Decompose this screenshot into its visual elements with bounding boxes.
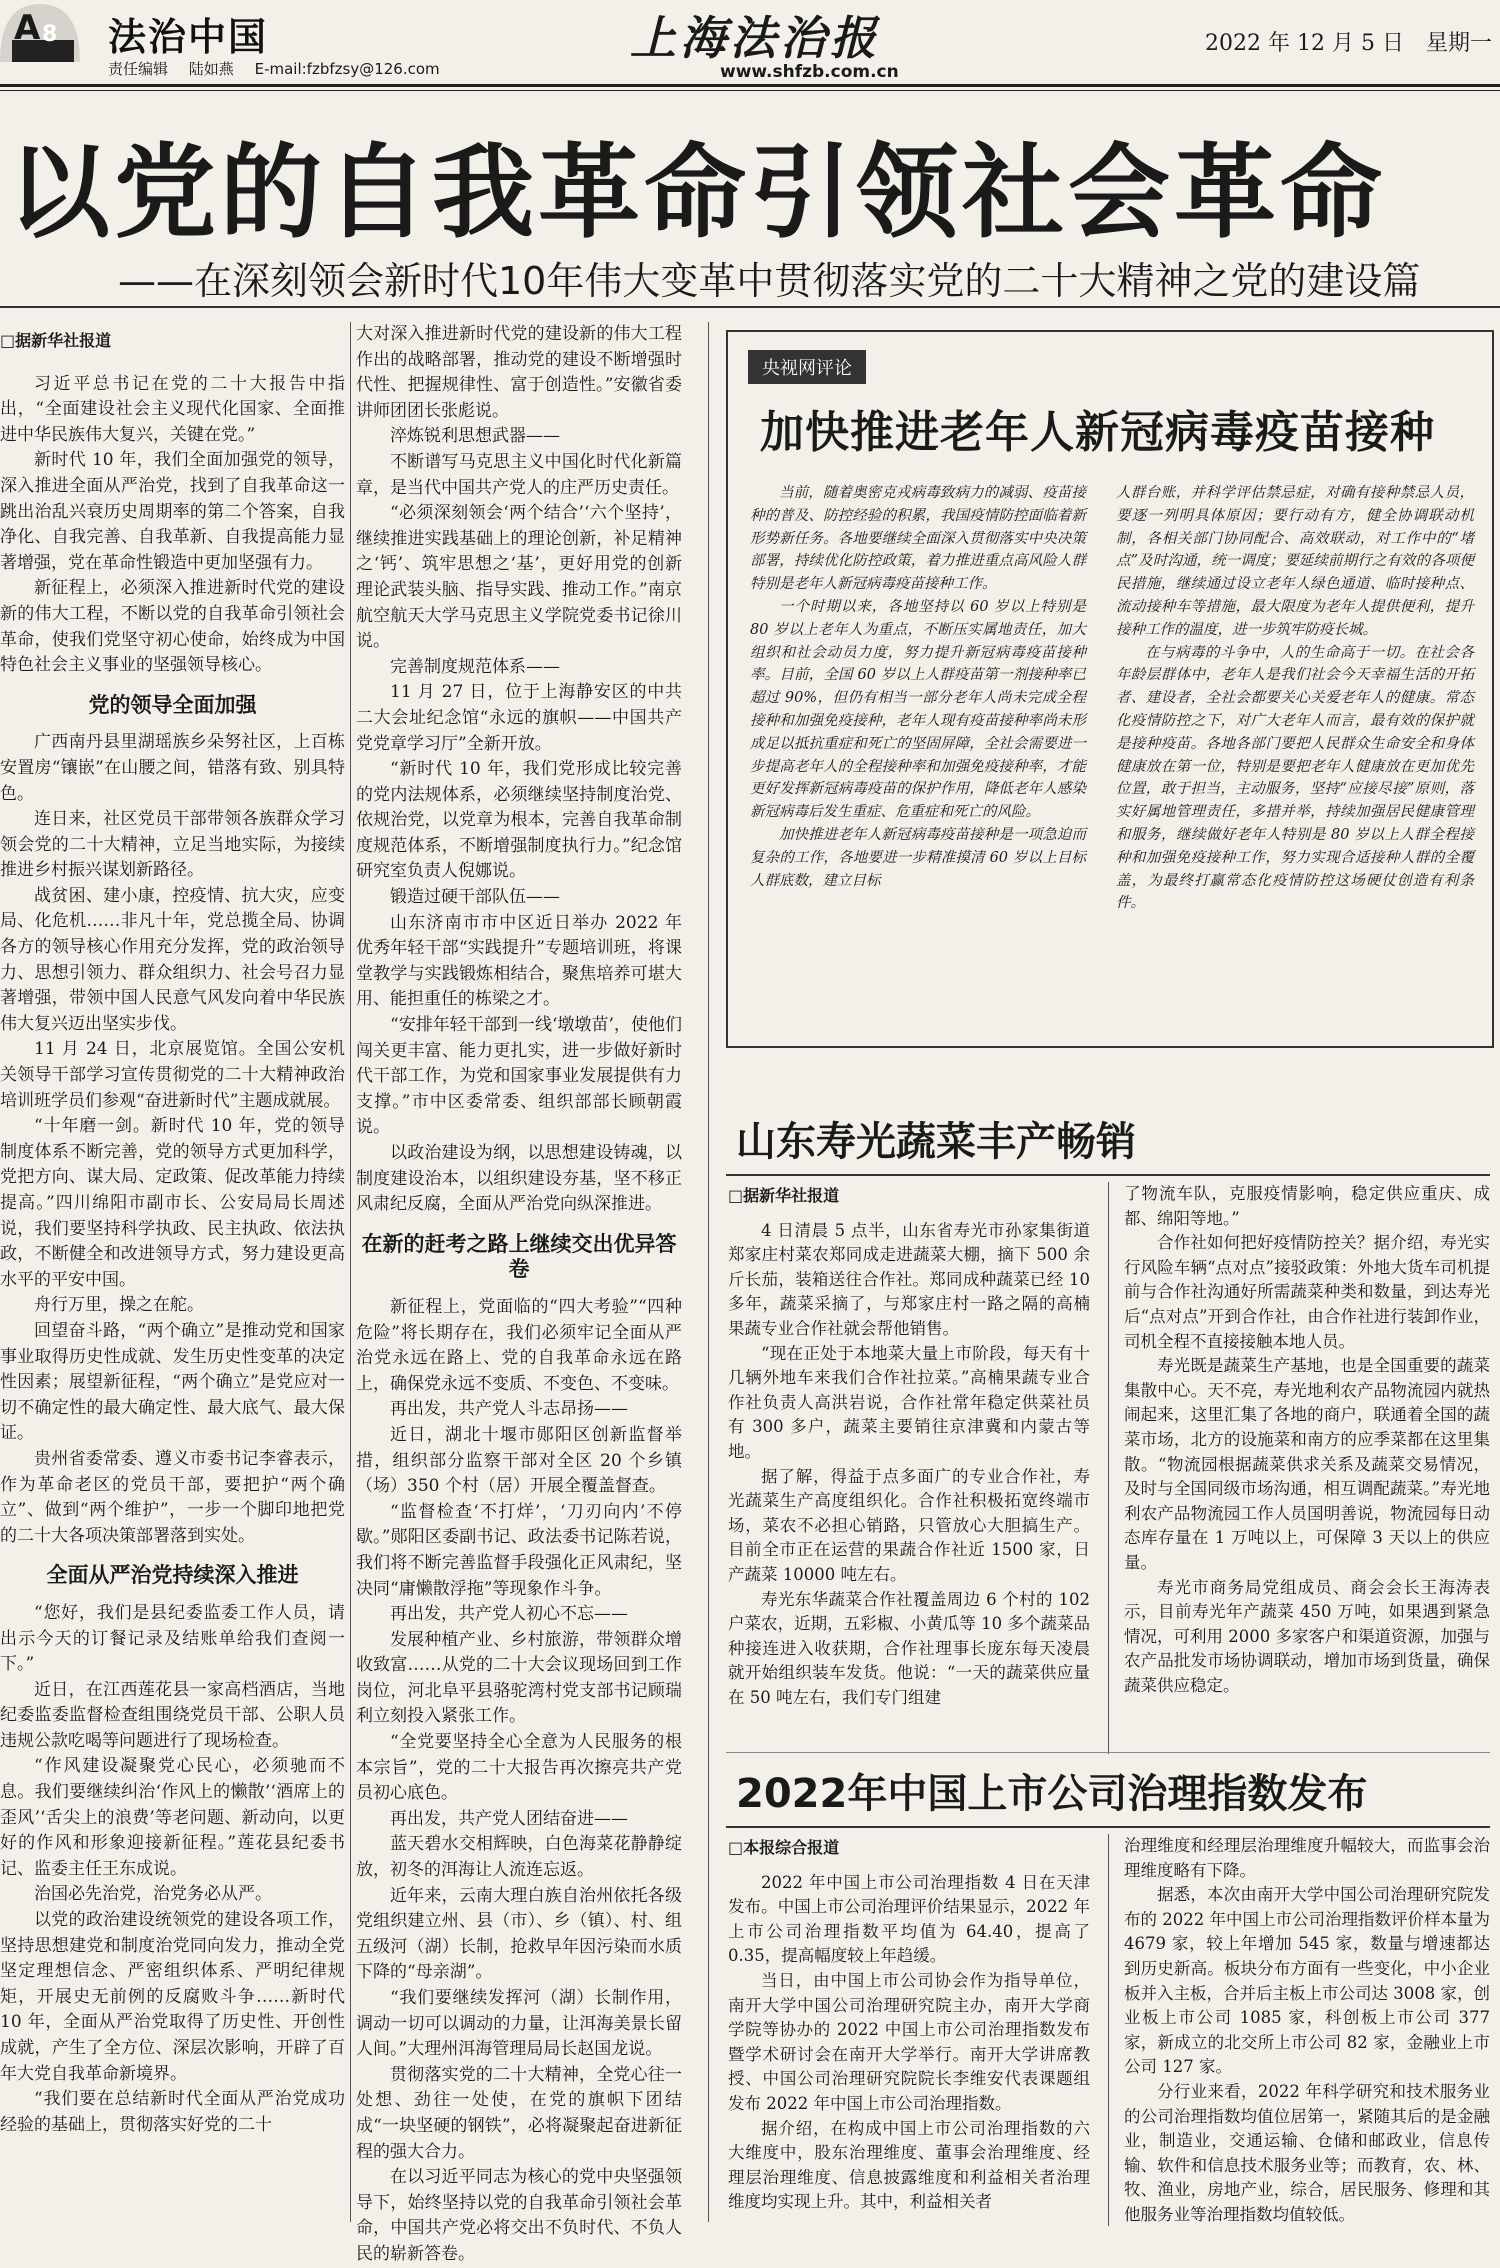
paragraph: 近年来，云南大理白族自治州依托各级党组织建立州、县（市）、乡（镇）、村、组五级河（湖）长制，抢救早年因污染而水质下降的“母亲湖”。 bbox=[356, 1885, 682, 1983]
section-title: 法治中国 bbox=[108, 15, 269, 59]
paragraph: 广西南丹县里湖瑶族乡朵努社区，上百栋安置房“镶嵌”在山腰之间，错落有致、别具特色。 bbox=[0, 732, 345, 804]
lead-subhead: ——在深刻领会新时代10年伟大变革中贯彻落实党的二十大精神之党的建设篇 bbox=[118, 259, 1421, 303]
paragraph: 人群台账，并科学评估禁忌症，对确有接种禁忌人员，要逐一列明具体原因；要行动有方，健全协调联动机制，各相关部门协同配合、高效联动，对工作中的“堵点”及时沟通，统一调度；要延续前期行之有效的各项便民措施，继续通过设立老年人绿色通道、临时接种点、流动接种车等措施，最大限度为老年人提供便利，提升接种工作的温度，进一步筑牢防疫长城。 bbox=[1116, 485, 1474, 638]
story2-column-1 bbox=[728, 1182, 1090, 1754]
section-heading: 党的领导全面加强 bbox=[88, 692, 257, 717]
paragraph: 以政治建设为纲，以思想建设铸魂，以制度建设治本，以组织建设夯基，坚不移正风肃纪反腐，全面从严治党向纵深推进。 bbox=[356, 1143, 682, 1215]
masthead: 上海法治报 bbox=[630, 11, 880, 65]
paragraph: 寿光市商务局党组成员、商会会长王海涛表示，目前寿光年产蔬菜 450 万吨，如果遇到紧急情况，可利用 2000 多家客户和渠道资源，加强与农产品批发市场协调联动，增加市场到货量，确保蔬菜供应稳定。 bbox=[1124, 1577, 1490, 1695]
paragraph: 大对深入推进新时代党的建设新的伟大工程作出的战略部署，推动党的建设不断增强时代性、把握规律性、富于创造性。”安徽省委讲师团团长张彪说。 bbox=[356, 324, 682, 421]
paragraph: 在以习近平同志为核心的党中央坚强领导下，始终坚持以党的自我革命引领社会革命，中国共产党必将交出不负时代、不负人民的崭新答卷。 bbox=[356, 2167, 682, 2264]
paragraph: “我们要继续发挥河（湖）长制作用，调动一切可以调动的力量，让洱海美景长留人间。”大理州洱海管理局局长赵国龙说。 bbox=[356, 1988, 682, 2060]
commentary-title: 加快推进老年人新冠病毒疫苗接种 bbox=[760, 407, 1435, 458]
paragraph: 2022 年中国上市公司治理指数 4 日在天津发布。中国上市公司治理评价结果显示，2022 年上市公司治理指数平均值为 64.40，提高了 0.35，提高幅度较上年趋缓。 bbox=[728, 1872, 1090, 1966]
paragraph: 以党的政治建设统领党的建设各项工作，坚持思想建党和制度治党同向发力，推动全党坚定理想信念、严密组织体系、严明纪律规矩，开展史无前例的反腐败斗争……新时代 10 年，全面从严治党取得了历史性、开创性成就，产生了全方位、深层次影响，开辟了百年大党自我革命新境界。 bbox=[0, 1910, 345, 2084]
column-divider bbox=[350, 322, 351, 2222]
column-divider bbox=[708, 322, 709, 2222]
paragraph: 新征程上，党面临的“四大考验”“四种危险”将长期存在，我们必须牢记全面从严治党永远在路上、党的自我革命永远在路上，确保党永远不变质、不变色、不变味。 bbox=[356, 1296, 682, 1394]
paragraph: 舟行万里，操之在舵。 bbox=[34, 1295, 204, 1316]
paragraph: 合作社如何把好疫情防控关？据介绍，寿光实行风险车辆“点对点”接驳政策：外地大货车司机提前与合作社沟通好所需蔬菜种类和数量，到达寿光后“点对点”开到合作社，由合作社进行装卸作业，司机全程不直接接触本地人员。 bbox=[1124, 1233, 1490, 1351]
lead-byline: □据新华社报道 bbox=[0, 331, 112, 350]
story3-column-1 bbox=[728, 1834, 1090, 2226]
paragraph: 再出发，共产党人斗志昂扬—— bbox=[390, 1399, 628, 1420]
story-title: 2022年中国上市公司治理指数发布 bbox=[736, 1771, 1368, 1817]
paragraph: 寿光既是蔬菜生产基地，也是全国重要的蔬菜集散中心。天不亮，寿光地利农产品物流园内就热闹起来，这里汇集了各地的商户，联通着全国的蔬菜市场，北方的设施菜和南方的应季菜都在这里集散。“物流园根据蔬菜供求关系及蔬菜交易情况，及时与全国同级市场沟通，相互调配蔬菜。”寿光地利农产品物流园工作人员国明善说，物流园每日动态库存量在 1 万吨以上，可保障 3 天以上的供应量。 bbox=[1124, 1356, 1490, 1572]
paragraph: 近日，湖北十堰市郧阳区创新监督举措，组织部分监察干部对全区 20 个乡镇（场）350 个村（居）开展全覆盖督查。 bbox=[356, 1424, 682, 1497]
paragraph: 近日，在江西莲花县一家高档酒店，当地纪委监委监督检查组围绕党员干部、公职人员违规公款吃喝等问题进行了现场检查。 bbox=[0, 1679, 345, 1751]
column-divider bbox=[1108, 1834, 1109, 2226]
header-rule-thin bbox=[0, 90, 1500, 91]
paragraph: 回望奋斗路，“两个确立”是推动党和国家事业取得历史性成就、发生历史性变革的决定性因素；展望新征程，“两个确立”是党应对一切不确定性的最大确定性、最大底气、最大保证。 bbox=[0, 1320, 345, 1444]
paragraph: “您好，我们是县纪委监委工作人员，请出示今天的订餐记录及结账单给我们查阅一下。” bbox=[0, 1602, 345, 1675]
story2-byline: □据新华社报道 bbox=[728, 1186, 840, 1205]
paragraph: “全党要坚持全心全意为人民服务的根本宗旨”，党的二十大报告再次擦亮共产党员初心底色。 bbox=[356, 1732, 682, 1804]
paragraph: 分行业来看，2022 年科学研究和技术服务业的公司治理指数均值位居第一，紧随其后的是金融业，制造业，交通运输、仓储和邮政业，信息传输、软件和信息技术服务业等；而教育，农、林、牧、渔业，房地产业，综合，居民服务、修理和其他服务业等治理指数均值较低。 bbox=[1124, 2081, 1490, 2224]
page-badge bbox=[0, 0, 80, 62]
paragraph: 一个时期以来，各地坚持以 60 岁以上特别是 80 岁以上老年人为重点，不断压实属地责任，加大组织和社会动员力度，努力提升新冠病毒疫苗接种率。目前，全国 60 岁以上人群疫苗第一剂接种率已超过 90%，但仍有相当一部分老年人尚未完成全程接种和加强免疫接种，老年人现有疫苗接种率尚未形成足以抵抗重症和死亡的坚固屏障，全社会需要进一步提高老年人的全程接种率和加强免疫接种率，才能更好发挥新冠病毒疫苗的保护作用，降低老年人感染新冠病毒后发生重症、危重症和死亡的风险。 bbox=[750, 598, 1086, 821]
paragraph: 新征程上，必须深入推进新时代党的建设新的伟大工程，不断以党的自我革命引领社会革命，使我们党坚守初心使命，始终成为中国特色社会主义事业的坚强领导核心。 bbox=[0, 578, 345, 676]
paragraph: 新时代 10 年，我们全面加强党的领导，深入推进全面从严治党，找到了自我革命这一跳出治乱兴衰历史周期率的第二个答案，自我净化、自我完善、自我革新、自我提高能力显著增强，党在革命性锻造中更加坚强有力。 bbox=[0, 450, 345, 573]
paragraph: “十年磨一剑。新时代 10 年，党的领导制度体系不断完善，党的领导方式更加科学，党把方向、谋大局、定政策、促改革能力持续提高。”四川绵阳市副市长、公安局局长周述说，我们要坚持科学执政、民主执政、依法执政，不断健全和改进领导方式，努力建设更高水平的平安中国。 bbox=[0, 1116, 345, 1290]
paragraph: 治国必先治党，治党务必从严。 bbox=[34, 1884, 272, 1905]
editor-line bbox=[108, 58, 456, 79]
paragraph: 再出发，共产党人初心不忘—— bbox=[390, 1604, 628, 1625]
paragraph: 11 月 24 日，北京展览馆。全国公安机关领导干部学习宣传贯彻党的二十大精神政治培训班学员们参观“奋进新时代”主题成就展。 bbox=[0, 1039, 345, 1111]
paragraph: “安排年轻干部到一线‘墩墩苗’，使他们闯关更丰富、能力更扎实，进一步做好新时代干部工作，为党和国家事业发展提供有力支撑。”市中区委常委、组织部部长顾朝霞说。 bbox=[356, 1015, 682, 1138]
story-rule bbox=[726, 1826, 1490, 1828]
paragraph: 蓝天碧水交相辉映，白色海菜花静静绽放，初冬的洱海让人流连忘返。 bbox=[356, 1834, 682, 1881]
lead-column-1 bbox=[0, 322, 345, 2222]
story3-column-2 bbox=[1124, 1834, 1490, 2226]
header-rule bbox=[0, 84, 1500, 87]
issue-date: 2022 年 12 月 5 日 星期一 bbox=[1205, 31, 1492, 56]
paragraph: “新时代 10 年，我们党形成比较完善的党内法规体系，必须继续坚持制度治党、依规治党，以党章为根本，完善自我革命制度规范体系，不断增强制度执行力。”纪念馆研究室负责人倪娜说。 bbox=[356, 759, 682, 882]
site-url[interactable]: www.shfzb.com.cn bbox=[720, 62, 899, 82]
paragraph: 习近平总书记在党的二十大报告中指出，“全面建设社会主义现代化国家、全面推进中华民族伟大复兴，关键在党。” bbox=[0, 373, 345, 445]
story3-byline: □本报综合报道 bbox=[728, 1838, 840, 1857]
paragraph: 发展种植产业、乡村旅游，带领群众增收致富……从党的二十大会议现场回到工作岗位，河北阜平县骆驼湾村党支部书记顾瑞利立刻投入紧张工作。 bbox=[356, 1629, 682, 1727]
paragraph: 不断谱写马克思主义中国化时代化新篇章，是当代中国共产党人的庄严历史责任。 bbox=[356, 451, 682, 498]
paragraph: 当日，由中国上市公司协会作为指导单位，南开大学中国公司治理研究院主办，南开大学商学院等协办的 2022 中国上市公司治理指数发布暨学术研讨会在南开大学举行。南开大学讲席教授、中国公司治理研究院院长李维安代表课题组发布 2022 年中国上市公司治理指数。 bbox=[728, 1970, 1090, 2113]
paragraph: 据悉，本次由南开大学中国公司治理研究院发布的 2022 年中国上市公司治理指数评价样本量为 4679 家，较上年增加 545 家，数量与增速都达到历史新高。板块分布方面有一些变化，中小企业板并入主板，合并后主板上市公司达 3008 家，创业板上市公司 1085 家，科创板上市公司 377 家，新成立的北交所上市公司 82 家，金融业上市公司 127 家。 bbox=[1124, 1885, 1490, 2077]
paragraph: 寿光东华蔬菜合作社覆盖周边 6 个村的 102 户菜农，近期，五彩椒、小黄瓜等 10 多个蔬菜品种接连进入收获期，合作社理事长庞东每天凌晨就开始组织装车发货。他说：“一天的蔬菜供应量在 50 吨左右，我们专门组建 bbox=[728, 1589, 1090, 1707]
paragraph: 治理维度和经理层治理维度升幅较大，而监事会治理维度略有下降。 bbox=[1124, 1836, 1490, 1880]
section-heading: 全面从严治党持续深入推进 bbox=[46, 1563, 299, 1588]
paragraph: “我们要在总结新时代全面从严治党成功经验的基础上，贯彻落实好党的二十 bbox=[0, 2089, 345, 2135]
story-separator bbox=[726, 1752, 1490, 1753]
page-number: 8 bbox=[42, 22, 58, 47]
editor-email: E-mail:fzbfzsy@126.com bbox=[254, 60, 440, 78]
paragraph: “作风建设凝聚党心民心，必须驰而不息。我们要继续纠治‘作风上的懒散’‘酒席上的歪风’‘舌尖上的浪费’等老问题、新动向，以更好的作风和形象迎接新征程。”莲花县纪委书记、监委主任王东成说。 bbox=[0, 1756, 345, 1879]
editor-name: 陆如燕 bbox=[188, 60, 234, 78]
story-rule bbox=[726, 1174, 1490, 1176]
section-heading: 在新的赶考之路上继续交出优异答卷 bbox=[361, 1231, 677, 1282]
column-divider bbox=[1108, 1182, 1109, 1754]
commentary-column-2 bbox=[1116, 482, 1474, 1030]
story-title: 山东寿光蔬菜丰产畅销 bbox=[736, 1119, 1136, 1165]
page-letter: A bbox=[14, 8, 41, 48]
headline-rule bbox=[0, 306, 1500, 308]
paragraph: 贵州省委常委、遵义市委书记李睿表示，作为革命老区的党员干部，要把护“两个确立”、做到“两个维护”，一步一个脚印地把党的二十大各项决策部署落到实处。 bbox=[0, 1448, 345, 1546]
paragraph: 淬炼锐利思想武器—— bbox=[390, 426, 560, 447]
commentary-column-1 bbox=[750, 482, 1086, 1030]
paragraph: 11 月 27 日，位于上海静安区的中共二大会址纪念馆“永远的旗帜——中国共产党党章学习厅”全新开放。 bbox=[356, 682, 682, 754]
paragraph: 连日来，社区党员干部带领各族群众学习领会党的二十大精神，立足当地实际，为接续推进乡村振兴谋划新路径。 bbox=[0, 809, 345, 881]
editor-label: 责任编辑 bbox=[108, 60, 169, 78]
paragraph: “必须深刻领会‘两个结合’‘六个坚持’，继续推进实践基础上的理论创新，补足精神之‘钙’、筑牢思想之‘基’，更好用党的创新理论武装头脑、指导实践、推动工作。”南京航空航天大学马克思主义学院党委书记徐川说。 bbox=[356, 503, 682, 652]
lead-column-2 bbox=[356, 322, 682, 2264]
paragraph: 当前，随着奥密克戎病毒致病力的减弱、疫苗接种的普及、防控经验的积累，我国疫情防控面临着新形势新任务。各地要继续全面深入贯彻落实中央决策部署，持续优化防控政策，着力推进重点高风险人群特别是老年人新冠病毒疫苗接种工作。 bbox=[750, 485, 1086, 593]
commentary-tag: 央视网评论 bbox=[748, 350, 866, 384]
story2-column-2 bbox=[1124, 1182, 1490, 1754]
paragraph: 据了解，得益于点多面广的专业合作社，寿光蔬菜生产高度组织化。合作社积极拓宽终端市场，菜农不必担心销路，只管放心大胆搞生产。目前全市正在运营的果蔬合作社近 1500 家，日产蔬菜 10000 吨左右。 bbox=[728, 1466, 1090, 1584]
paragraph: 锻造过硬干部队伍—— bbox=[390, 887, 560, 908]
paragraph: 了物流车队，克服疫情影响，稳定供应重庆、成都、绵阳等地。” bbox=[1124, 1184, 1490, 1228]
paragraph: 再出发，共产党人团结奋进—— bbox=[390, 1808, 628, 1829]
paragraph: 在与病毒的斗争中，人的生命高于一切。在社会各年龄层群体中，老年人是我们社会今天幸福生活的开拓者、建设者，全社会都要关心关爱老年人的健康。常态化疫情防控之下，对广大老年人而言，最有效的保护就是接种疫苗。各地各部门要把人民群众生命安全和身体健康放在第一位，特别是要把老年人健康放在更加优先位置，敢于担当，主动服务，坚持“应接尽接”原则，落实好属地管理责任，多措并举，持续加强居民健康管理和服务，继续做好老年人特别是 80 岁以上人群全程接种和加强免疫接种工作，努力实现合适接种人群的全覆盖，为最终打赢常态化疫情防控这场硬仗创造有利条件。 bbox=[1116, 644, 1474, 912]
paragraph: 完善制度规范体系—— bbox=[390, 656, 560, 677]
lead-headline: 以党的自我革命引领社会革命 bbox=[8, 134, 1386, 253]
paragraph: 战贫困、建小康，控疫情、抗大灾，应变局、化危机……非凡十年，党总揽全局、协调各方的领导核心作用充分发挥，党的政治领导力、思想引领力、群众组织力、社会号召力显著增强，带领中国人民意气风发向着中华民族伟大复兴迈出坚实步伐。 bbox=[0, 885, 345, 1034]
paragraph: 据介绍，在构成中国上市公司治理指数的六大维度中，股东治理维度、董事会治理维度、经理层治理维度、信息披露维度和利益相关者治理维度均实现上升。其中，利益相关者 bbox=[728, 2118, 1090, 2212]
paragraph: 贯彻落实党的二十大精神，全党心往一处想、劲往一处使，在党的旗帜下团结成“一块坚硬的钢铁”，必将凝聚起奋进新征程的强大合力。 bbox=[356, 2064, 682, 2162]
paragraph: 4 日清晨 5 点半，山东省寿光市孙家集街道郑家庄村菜农郑同成走进蔬菜大棚，摘下 500 余斤长茄，装箱送往合作社。郑同成种蔬菜已经 10 多年，蔬菜采摘了，与郑家庄村一路之隔的高楠果蔬专业合作社就会帮他销售。 bbox=[728, 1220, 1090, 1338]
paragraph: “监督检查‘不打烊’，‘刀刃向内’不停歇。”郧阳区委副书记、政法委书记陈若说，我们将不断完善监督手段强化正风肃纪，坚决同“庸懒散浮拖”等现象作斗争。 bbox=[356, 1501, 682, 1599]
paragraph: 加快推进老年人新冠病毒疫苗接种是一项急迫而复杂的工作，各地要进一步精准摸清 60 岁以上目标人群底数，建立目标 bbox=[750, 826, 1086, 889]
paragraph: “现在正处于本地菜大量上市阶段，每天有十几辆外地车来我们合作社拉菜。”高楠果蔬专业合作社负责人高洪岩说，合作社常年稳定供菜社员有 300 多户，蔬菜主要销往京津冀和内蒙古等地。 bbox=[728, 1343, 1090, 1461]
paragraph: 山东济南市市中区近日举办 2022 年优秀年轻干部“实践提升”专题培训班，将课堂教学与实践锻炼相结合，聚焦培养可堪大用、能担重任的栋梁之才。 bbox=[356, 912, 682, 1010]
